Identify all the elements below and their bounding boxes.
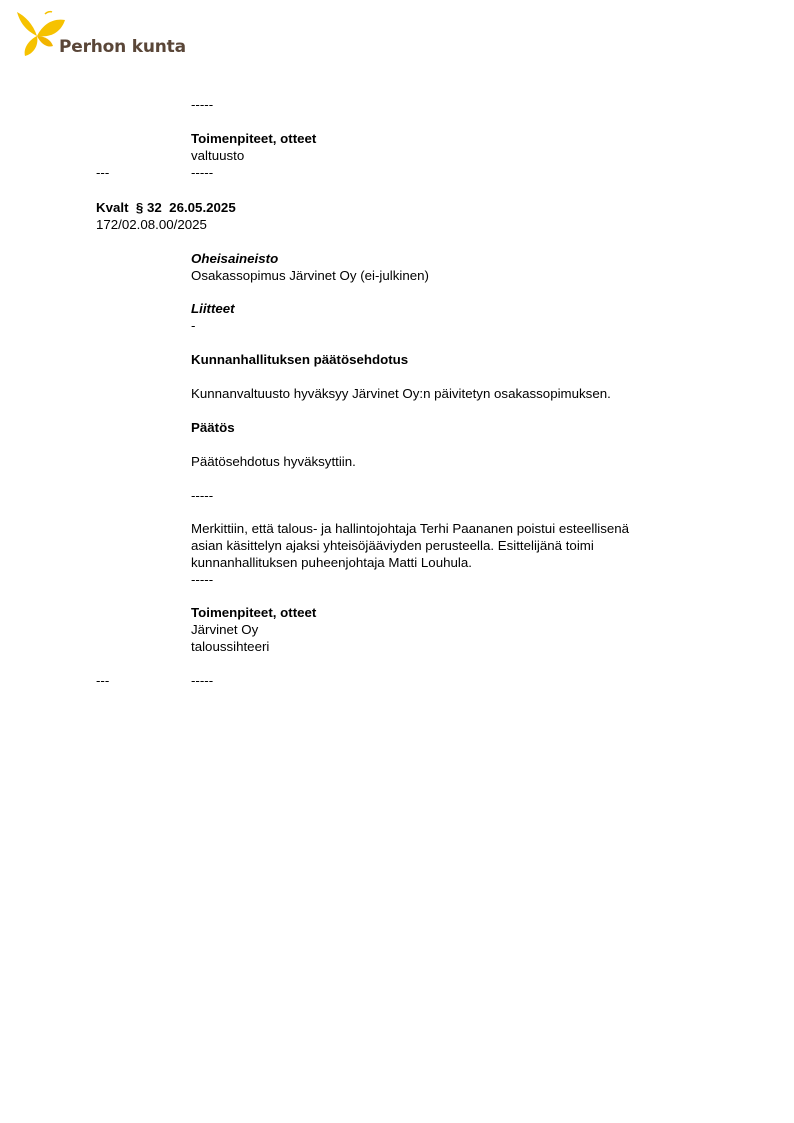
prev-end-separator: ----- [191,165,214,180]
end-separator: ----- [191,673,214,688]
proposal-text: Kunnanvaltuusto hyväksyy Järvinet Oy:n päivitetyn osakassopimuksen. [191,386,611,401]
note-line: Merkittiin, että talous- ja hallintojohtaja Terhi Paananen poistui esteellisenä [191,521,630,536]
actions-recipient: Järvinet Oy [191,622,259,637]
actions-recipient: taloussihteeri [191,639,270,654]
note-line: asian käsittelyn ajaksi yhteisöjääviyden perusteella. Esittelijänä toimi [191,538,594,553]
decision-text: Päätösehdotus hyväksyttiin. [191,454,356,469]
separator: ----- [191,572,214,587]
municipality-logo [15,10,185,58]
prev-actions-recipient: valtuusto [191,148,245,163]
attachments-info-text: Osakassopimus Järvinet Oy (ei-julkinen) [191,268,429,283]
logo-text: Perhon kunta [59,37,186,57]
prev-actions-heading: Toimenpiteet, otteet [191,131,317,146]
proposal-heading: Kunnanhallituksen päätösehdotus [191,352,409,367]
attachments-info-heading: Oheisaineisto [191,251,279,266]
decision-heading: Päätös [191,420,235,435]
appendices-heading: Liitteet [191,301,235,316]
note-line: kunnanhallituksen puheenjohtaja Matti Louhula. [191,555,472,570]
prev-end-marker: --- [96,165,110,180]
end-marker: --- [96,673,110,688]
case-number: 172/02.08.00/2025 [96,217,207,232]
separator: ----- [191,97,214,112]
section-reference: Kvalt § 32 26.05.2025 [96,200,236,215]
appendices-text: - [191,318,196,333]
actions-heading: Toimenpiteet, otteet [191,605,317,620]
separator: ----- [191,488,214,503]
